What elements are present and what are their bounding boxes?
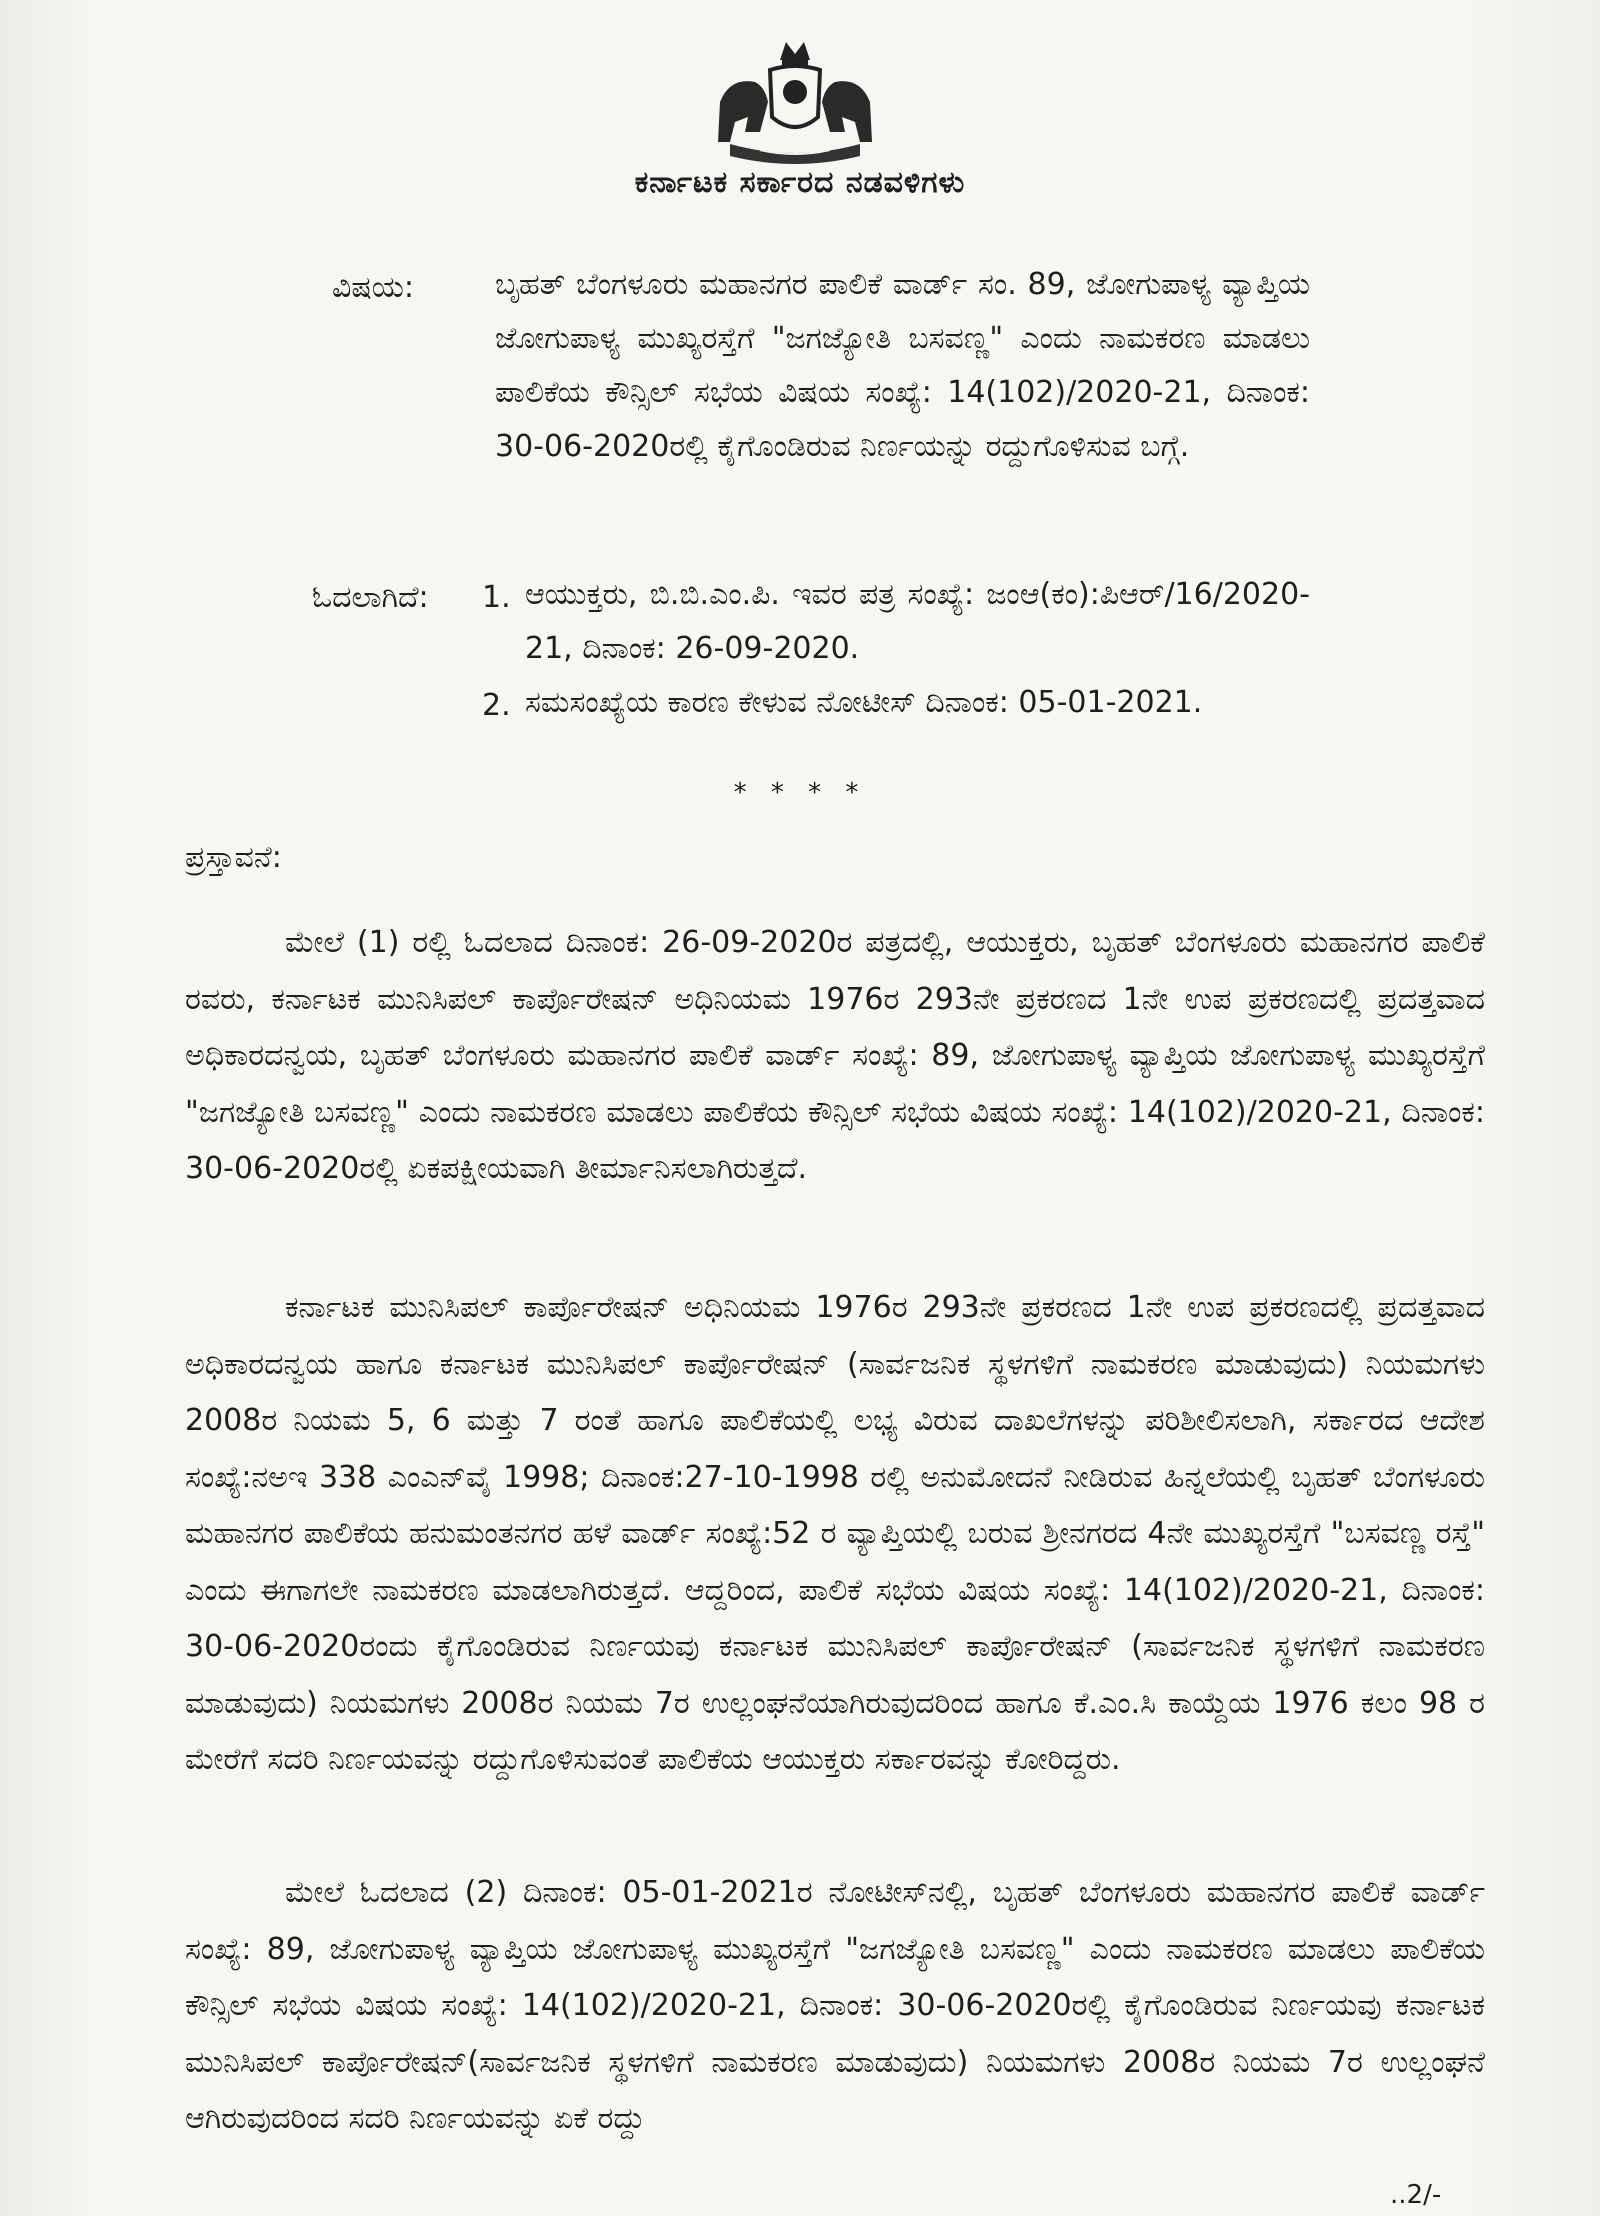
reference-1-text: ಆಯುಕ್ತರು, ಬಿ.ಬಿ.ಎಂ.ಪಿ. ಇವರ ಪತ್ರ ಸಂಖ್ಯೆ: ಜಂಆ(ಕಂ):ಪಿಆರ್/16/2020-21, ದಿನಾಂಕ: 26-09-2020. (525, 577, 1310, 666)
page-continuation: ..2/- (1390, 2180, 1442, 2210)
subject-label: ವಿಷಯ: (332, 270, 414, 305)
paragraph-2: ಕರ್ನಾಟಕ ಮುನಿಸಿಪಲ್ ಕಾರ್ಪೊರೇಷನ್ ಅಧಿನಿಯಮ 1976ರ 293ನೇ ಪ್ರಕರಣದ 1ನೇ ಉಪ ಪ್ರಕರಣದಲ್ಲಿ ಪ್ರದತ್ತವಾದ ಅಧಿಕಾರದನ್ವಯ ಹಾಗೂ ಕರ್ನಾಟಕ ಮುನಿಸಿಪಲ್ ಕಾರ್ಪೊರೇಷನ್ (ಸಾರ್ವಜನಿಕ ಸ್ಥಳಗಳಿಗೆ ನಾಮಕರಣ ಮಾಡುವುದು) ನಿಯಮಗಳು 2008ರ ನಿಯಮ 5, 6 ಮತ್ತು 7 ರಂತೆ ಹಾಗೂ ಪಾಲಿಕೆಯಲ್ಲಿ ಲಭ್ಯ ವಿರುವ ದಾಖಲೆಗಳನ್ನು ಪರಿಶೀಲಿಸಲಾಗಿ, ಸರ್ಕಾರದ ಆದೇಶ ಸಂಖ್ಯೆ:ನಅಇ 338 ಎಂಎನ್‌ವೈ 1998; ದಿನಾಂಕ:27-10-1998 ರಲ್ಲಿ ಅನುಮೋದನೆ ನೀಡಿರುವ ಹಿನ್ನಲೆಯಲ್ಲಿ ಬೃಹತ್ ಬೆಂಗಳೂರು ಮಹಾನಗರ ಪಾಲಿಕೆಯ ಹನುಮಂತನಗರ ಹಳೆ ವಾರ್ಡ್ ಸಂಖ್ಯೆ:52 ರ ವ್ಯಾಪ್ತಿಯಲ್ಲಿ ಬರುವ ಶ್ರೀನಗರದ 4ನೇ ಮುಖ್ಯರಸ್ತೆಗೆ "ಬಸವಣ್ಣ ರಸ್ತೆ" ಎಂದು ಈಗಾಗಲೇ ನಾಮಕರಣ ಮಾಡಲಾಗಿರುತ್ತದೆ. ಆದ್ದರಿಂದ, ಪಾಲಿಕೆ ಸಭೆಯ ವಿಷಯ ಸಂಖ್ಯೆ: 14(102)/2020-21, ದಿನಾಂಕ: 30-06-2020ರಂದು ಕೈಗೊಂಡಿರುವ ನಿರ್ಣಯವು ಕರ್ನಾಟಕ ಮುನಿಸಿಪಲ್ ಕಾರ್ಪೊರೇಷನ್ (ಸಾರ್ವಜನಿಕ ಸ್ಥಳಗಳಿಗೆ ನಾಮಕರಣ ಮಾಡುವುದು) ನಿಯಮಗಳು 2008ರ ನಿಯಮ 7ರ ಉಲ್ಲಂಘನೆಯಾಗಿರುವುದರಿಂದ ಹಾಗೂ ಕೆ.ಎಂ.ಸಿ ಕಾಯ್ದೆಯ 1976 ಕಲಂ 98 ರ ಮೇರೆಗೆ ಸದರಿ ನಿರ್ಣಯವನ್ನು ರದ್ದುಗೊಳಿಸುವಂತೆ ಪಾಲಿಕೆಯ ಆಯುಕ್ತರು ಸರ್ಕಾರವನ್ನು ಕೋರಿದ್ದರು. (185, 1290, 1485, 1777)
references-label: ಓದಲಾಗಿದೆ: (312, 580, 429, 615)
government-title: ಕರ್ನಾಟಕ ಸರ್ಕಾರದ ನಡವಳಿಗಳು (634, 165, 966, 200)
reference-2-number: 2. (482, 688, 511, 723)
preamble-heading: ಪ್ರಸ್ತಾವನೆ: (185, 840, 282, 875)
reference-1-number: 1. (482, 580, 511, 615)
reference-2-text: ಸಮಸಂಖ್ಯೆಯ ಕಾರಣ ಕೇಳುವ ನೋಟೀಸ್ ದಿನಾಂಕ: 05-01-2021. (525, 685, 1203, 720)
subject-text: ಬೃಹತ್ ಬೆಂಗಳೂರು ಮಹಾನಗರ ಪಾಲಿಕೆ ವಾರ್ಡ್ ಸಂ. 89, ಜೋಗುಪಾಳ್ಯ ವ್ಯಾಪ್ತಿಯ ಜೋಗುಪಾಳ್ಯ ಮುಖ್ಯರಸ್ತೆಗೆ "ಜಗಜ್ಯೋತಿ ಬಸವಣ್ಣ" ಎಂದು ನಾಮಕರಣ ಮಾಡಲು ಪಾಲಿಕೆಯ ಕೌನ್ಸಿಲ್ ಸಭೆಯ ವಿಷಯ ಸಂಖ್ಯೆ: 14(102)/2020-21, ದಿನಾಂಕ: 30-06-2020ರಲ್ಲಿ ಕೈಗೊಂಡಿರುವ ನಿರ್ಣಯನ್ನು ರದ್ದುಗೊಳಿಸುವ ಬಗ್ಗೆ. (495, 267, 1310, 464)
paragraph-1: ಮೇಲೆ (1) ರಲ್ಲಿ ಓದಲಾದ ದಿನಾಂಕ: 26-09-2020ರ ಪತ್ರದಲ್ಲಿ, ಆಯುಕ್ತರು, ಬೃಹತ್ ಬೆಂಗಳೂರು ಮಹಾನಗರ ಪಾಲಿಕೆ ರವರು, ಕರ್ನಾಟಕ ಮುನಿಸಿಪಲ್ ಕಾರ್ಪೊರೇಷನ್ ಅಧಿನಿಯಮ 1976ರ 293ನೇ ಪ್ರಕರಣದ 1ನೇ ಉಪ ಪ್ರಕರಣದಲ್ಲಿ ಪ್ರದತ್ತವಾದ ಅಧಿಕಾರದನ್ವಯ, ಬೃಹತ್ ಬೆಂಗಳೂರು ಮಹಾನಗರ ಪಾಲಿಕೆ ವಾರ್ಡ್ ಸಂಖ್ಯೆ: 89, ಜೋಗುಪಾಳ್ಯ ವ್ಯಾಪ್ತಿಯ ಜೋಗುಪಾಳ್ಯ ಮುಖ್ಯರಸ್ತೆಗೆ "ಜಗಜ್ಯೋತಿ ಬಸವಣ್ಣ" ಎಂದು ನಾಮಕರಣ ಮಾಡಲು ಪಾಲಿಕೆಯ ಕೌನ್ಸಿಲ್ ಸಭೆಯ ವಿಷಯ ಸಂಖ್ಯೆ: 14(102)/2020-21, ದಿನಾಂಕ: 30-06-2020ರಲ್ಲಿ ಏಕಪಕ್ಷೀಯವಾಗಿ ತೀರ್ಮಾನಿಸಲಾಗಿರುತ್ತದೆ. (185, 925, 1485, 1186)
karnataka-state-emblem-icon (700, 32, 890, 172)
paragraph-3: ಮೇಲೆ ಓದಲಾದ (2) ದಿನಾಂಕ: 05-01-2021ರ ನೋಟೀಸ್‌ನಲ್ಲಿ, ಬೃಹತ್ ಬೆಂಗಳೂರು ಮಹಾನಗರ ಪಾಲಿಕೆ ವಾರ್ಡ್ ಸಂಖ್ಯೆ: 89, ಜೋಗುಪಾಳ್ಯ ವ್ಯಾಪ್ತಿಯ ಜೋಗುಪಾಳ್ಯ ಮುಖ್ಯರಸ್ತೆಗೆ "ಜಗಜ್ಯೋತಿ ಬಸವಣ್ಣ" ಎಂದು ನಾಮಕರಣ ಮಾಡಲು ಪಾಲಿಕೆಯ ಕೌನ್ಸಿಲ್ ಸಭೆಯ ವಿಷಯ ಸಂಖ್ಯೆ: 14(102)/2020-21, ದಿನಾಂಕ: 30-06-2020ರಲ್ಲಿ ಕೈಗೊಂಡಿರುವ ನಿರ್ಣಯವು ಕರ್ನಾಟಕ ಮುನಿಸಿಪಲ್ ಕಾರ್ಪೊರೇಷನ್(ಸಾರ್ವಜನಿಕ ಸ್ಥಳಗಳಿಗೆ ನಾಮಕರಣ ಮಾಡುವುದು) ನಿಯಮಗಳು 2008ರ ನಿಯಮ 7ರ ಉಲ್ಲಂಘನೆ ಆಗಿರುವುದರಿಂದ ಸದರಿ ನಿರ್ಣಯವನ್ನು ಏಕೆ ರದ್ದು (185, 1875, 1485, 2136)
section-separator: * * * * (733, 778, 867, 808)
